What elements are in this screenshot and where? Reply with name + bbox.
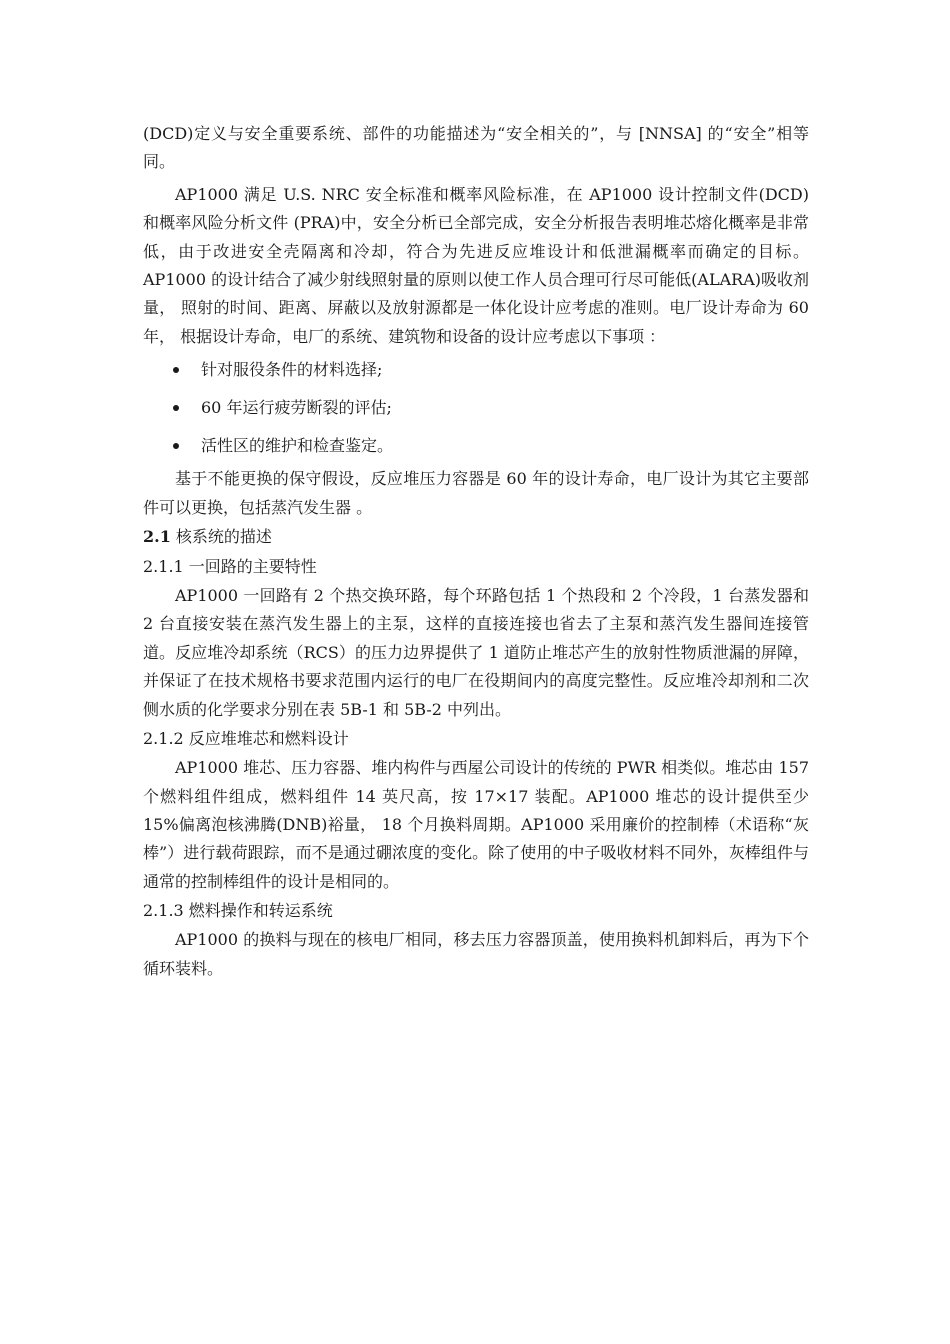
list-item <box>143 389 809 427</box>
list-item-text: 针对服役条件的材料选择; <box>201 360 383 380</box>
bullet-icon <box>173 405 179 411</box>
paragraph-dcd-definition: (DCD)定义与安全重要系统、部件的功能描述为“安全相关的”，与 [NNSA] 的“安全”相等同。 <box>143 124 809 172</box>
paragraph-primary-loop: AP1000 一回路有 2 个热交换环路，每个环路包括 1 个热段和 2 个冷段，1 台蒸发器和 2 台直接安装在蒸汽发生器上的主泵，这样的直接连接也省去了主泵和蒸汽发生器间连接管道。反应堆冷却系统（RCS）的压力边界提供了 1 道防止堆芯产生的放射性物质泄漏的屏障，并保证了在技术规格书要求范围内运行的电厂在役期间内的高度完整性。反应堆冷却剂和二次侧水质的化学要求分别在表 5B-1 和 5B-2 中列出。 <box>143 586 809 719</box>
paragraph-ap1000-safety: AP1000 满足 U.S. NRC 安全标准和概率风险标准，在 AP1000 设计控制文件(DCD) 和概率风险分析文件 (PRA)中，安全分析已全部完成，安全分析报告表明堆芯熔化概率是非常低，由于改进安全壳隔离和冷却，符合为先进反应堆设计和低泄漏概率而确定的目标。AP1000 的设计结合了减少射线照射量的原则以使工作人员合理可行尽可能低(ALARA)吸收剂量， 照射的时间、距离、屏蔽以及放射源都是一体化设计应考虑的准则。电厂设计寿命为 60 年， 根据设计寿命，电厂的系统、建筑物和设备的设计应考虑以下事项 ： <box>143 184 809 346</box>
list-item <box>143 427 809 465</box>
document-body <box>143 120 809 983</box>
section-heading-2-1-3: 2.1.3 燃料操作和转运系统 <box>143 901 333 921</box>
bullet-icon <box>173 367 179 373</box>
section-heading-2-1-1: 2.1.1 一回路的主要特性 <box>143 557 317 577</box>
list-item <box>143 351 809 389</box>
section-heading-2-1-2: 2.1.2 反应堆堆芯和燃料设计 <box>143 729 349 749</box>
paragraph-fuel-handling: AP1000 的换料与现在的核电厂相同，移去压力容器顶盖，使用换料机卸料后，再为下个循环装料。 <box>143 930 809 978</box>
paragraph-core-fuel-design: AP1000 堆芯、压力容器、堆内构件与西屋公司设计的传统的 PWR 相类似。堆芯由 157 个燃料组件组成，燃料组件 14 英尺高，按 17×17 装配。AP1000 堆芯的设计提供至少 15%偏离泡核沸腾(DNB)裕量， 18 个月换料周期。AP1000 采用廉价的控制棒（术语称“灰棒”）进行载荷跟踪，而不是通过硼浓度的变化。除了使用的中子吸收材料不同外，灰棒组件与通常的控制棒组件的设计是相同的。 <box>143 758 809 891</box>
design-considerations-list <box>143 351 809 465</box>
section-title: 核系统的描述 <box>170 527 272 547</box>
section-heading-2-1 <box>143 522 809 552</box>
list-item-text: 60 年运行疲劳断裂的评估; <box>201 398 392 418</box>
paragraph-reactor-vessel-life: 基于不能更换的保守假设，反应堆压力容器是 60 年的设计寿命，电厂设计为其它主要部件可以更换，包括蒸汽发生器 。 <box>143 469 809 517</box>
section-number: 2.1 <box>143 527 171 547</box>
bullet-icon <box>173 443 179 449</box>
list-item-text: 活性区的维护和检查鉴定。 <box>201 436 394 456</box>
